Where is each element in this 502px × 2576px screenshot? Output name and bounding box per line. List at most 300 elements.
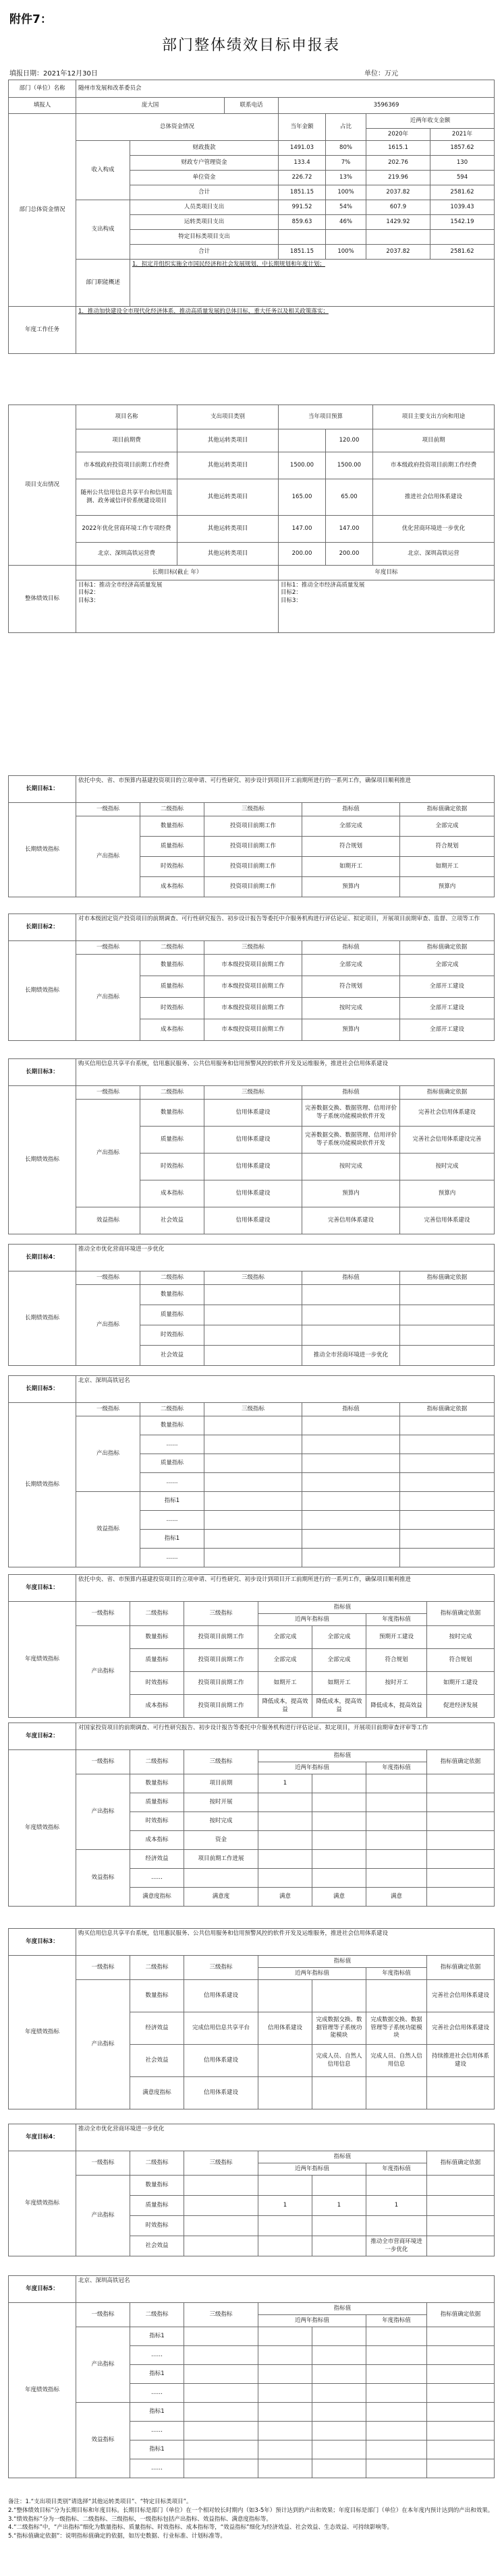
- h-value: 指标值: [302, 803, 400, 816]
- indicator-cell: 降低成本，提高效益: [366, 1695, 427, 1718]
- h-value: 指标值: [258, 1956, 427, 1968]
- indicator-cell: [427, 2365, 495, 2384]
- indicator-cell: [258, 2236, 312, 2256]
- long4-table: [8, 1244, 495, 1366]
- indicator-cell: ……: [130, 2346, 184, 2365]
- indicator-cell: 成本指标: [130, 1695, 184, 1718]
- indicator-cell: 投资项目前期工作: [184, 1672, 258, 1695]
- indicator-cell: 符合规划: [302, 976, 400, 998]
- phone-value: 3596369: [279, 98, 495, 114]
- indicator-cell: 信用体系建设: [184, 1980, 258, 2012]
- indicator-cell: [312, 2403, 366, 2422]
- indicator-cell: [302, 1492, 400, 1511]
- indicator-cell: [400, 1549, 495, 1567]
- indicator-cell: 推动全市营商环境进一步优化: [366, 2236, 427, 2256]
- year-2021-header: 2021年: [430, 129, 495, 141]
- perf-year-header: 年度目标: [279, 566, 495, 580]
- h-value: 指标值: [302, 1271, 400, 1285]
- h-basis: 指标值确定依据: [427, 2303, 495, 2327]
- indicator-label: 长期绩效指标: [9, 803, 76, 897]
- h-year: 年度指标值: [366, 1762, 427, 1774]
- indicator-cell: [204, 1492, 302, 1511]
- indicator-cell: 数量指标: [140, 1100, 204, 1127]
- indicator-cell: [400, 1473, 495, 1492]
- h-year: 年度指标值: [366, 1968, 427, 1980]
- level1-output: 产出指标: [76, 1980, 130, 2109]
- indicator-cell: 全部开工建设: [400, 1019, 495, 1041]
- target-label: 年度目标1：: [9, 1575, 76, 1602]
- indicator-cell: 成本指标: [130, 1831, 184, 1850]
- indicator-cell: [184, 2346, 258, 2365]
- target-label: 长期目标4：: [9, 1245, 76, 1271]
- indicator-cell: ……: [140, 1435, 204, 1454]
- h-recent: 近两年指标值: [258, 1614, 366, 1626]
- h-basis: 指标值确定依据: [400, 1271, 495, 1285]
- indicator-cell: [302, 1416, 400, 1435]
- h-level3: 三级指标: [184, 1602, 258, 1626]
- indicator-cell: [258, 2384, 312, 2403]
- indicator-cell: 数量指标: [130, 2176, 184, 2196]
- indicator-cell: [312, 1774, 366, 1793]
- fund-row-2020: 202.76: [366, 156, 430, 171]
- yr5-table: [8, 2275, 495, 2478]
- fund-row-2020: 1615.1: [366, 141, 430, 156]
- h-value: 指标值: [258, 1602, 427, 1614]
- indicator-cell: [366, 1831, 427, 1850]
- indicator-cell: 完善信用体系建设: [302, 1207, 400, 1234]
- indicator-cell: 全部完成: [258, 1626, 312, 1649]
- indicator-cell: [366, 2440, 427, 2459]
- fund-row-2021: 1542.19: [430, 215, 495, 230]
- indicator-cell: [184, 2459, 258, 2478]
- h-recent: 近两年指标值: [258, 1762, 366, 1774]
- fund-row-amount: 991.52: [279, 200, 326, 215]
- level1-benefit: 效益指标: [76, 1207, 140, 1234]
- h-basis: 指标值确定依据: [427, 1956, 495, 1980]
- indicator-cell: 时效指标: [140, 857, 204, 877]
- indicator-cell: 时效指标: [130, 1812, 184, 1831]
- indicator-cell: 1: [258, 1774, 312, 1793]
- proj-budget: 165.00: [279, 479, 326, 516]
- h-basis: 指标值确定依据: [427, 2151, 495, 2176]
- h-level1: 一级指标: [76, 1956, 130, 1980]
- indicator-cell: ……: [130, 2459, 184, 2478]
- fund-row-name: 特定目标类项目支出: [130, 230, 279, 245]
- indicator-cell: [427, 1793, 495, 1812]
- indicator-cell: [427, 2236, 495, 2256]
- indicator-cell: 资金: [184, 1831, 258, 1850]
- h-level2: 二级指标: [130, 2151, 184, 2176]
- indicator-cell: 指标1: [130, 2440, 184, 2459]
- indicator-cell: 完成数据交换、数据管理等子系统功能模块: [312, 2012, 366, 2045]
- h-level3: 三级指标: [204, 941, 302, 955]
- indicator-label: 长期绩效指标: [9, 1403, 76, 1567]
- level1-benefit: 效益指标: [76, 1492, 140, 1567]
- proj-header-name: 项目名称: [76, 405, 177, 429]
- indicator-cell: [366, 1812, 427, 1831]
- proj-prev: 65.00: [326, 479, 373, 516]
- indicator-cell: [258, 1812, 312, 1831]
- indicator-cell: [427, 1774, 495, 1793]
- fund-row-2021: [430, 230, 495, 245]
- indicator-cell: [366, 1793, 427, 1812]
- indicator-cell: [366, 2216, 427, 2236]
- indicator-cell: 投资项目前期工作: [184, 1649, 258, 1672]
- fund-row-2021: 2581.62: [430, 245, 495, 260]
- indicator-cell: 市本级投资项目前期工作: [204, 976, 302, 998]
- projects-label: 项目支出情况: [9, 405, 76, 566]
- level1-output: 产出指标: [76, 1416, 140, 1492]
- indicator-cell: [184, 2176, 258, 2196]
- note-line: 2.“整体绩效目标”分为长期目标和年度目标。长期目标是部门（单位）在一个相对较长时期内（如3-5年）预计达到的产出和效果；年度目标是部门（单位）在本年度内预计达到的产出和效果。: [8, 2507, 494, 2514]
- indicator-cell: ……: [140, 1549, 204, 1567]
- h-level1: 一级指标: [76, 1271, 140, 1285]
- funds-current-header: 当年金额: [279, 114, 326, 141]
- h-basis: 指标值确定依据: [427, 1750, 495, 1774]
- indicator-cell: [184, 2236, 258, 2256]
- duty-label: 部门职能概述: [76, 260, 130, 307]
- indicator-cell: [400, 1325, 495, 1346]
- fund-row-ratio: 80%: [326, 141, 366, 156]
- proj-budget: 1500.00: [279, 452, 326, 479]
- indicator-cell: 按时开工: [366, 1672, 427, 1695]
- indicator-cell: [258, 2327, 312, 2346]
- indicator-cell: [312, 2384, 366, 2403]
- indicator-cell: 预算内: [302, 1019, 400, 1041]
- indicator-cell: [427, 2403, 495, 2422]
- h-recent: 近两年指标值: [258, 2163, 366, 2176]
- indicator-cell: 按时完成: [302, 1154, 400, 1180]
- indicator-cell: 投资项目前期工作: [184, 1695, 258, 1718]
- proj-type: 其他运转类项目: [177, 452, 279, 479]
- indicator-cell: 成本指标: [140, 877, 204, 897]
- indicator-cell: [427, 1869, 495, 1888]
- indicator-cell: 如期开工: [312, 1672, 366, 1695]
- indicator-cell: [184, 2403, 258, 2422]
- indicator-cell: 时效指标: [130, 2216, 184, 2236]
- fund-row-ratio: 46%: [326, 215, 366, 230]
- fund-row-2021: 130: [430, 156, 495, 171]
- dept-table: [8, 80, 495, 354]
- h-level2: 二级指标: [140, 1403, 204, 1416]
- indicator-cell: 经济效益: [130, 1850, 184, 1869]
- unit-label: 单位：万元: [364, 70, 398, 78]
- fund-row-amount: 133.4: [279, 156, 326, 171]
- indicator-cell: [400, 1305, 495, 1325]
- target-label: 长期目标3：: [9, 1059, 76, 1086]
- proj-budget: 120.00: [326, 429, 373, 452]
- fund-row-2021: 1039.43: [430, 200, 495, 215]
- proj-type: 其他运转类项目: [177, 543, 279, 566]
- h-basis: 指标值确定依据: [400, 1086, 495, 1100]
- indicator-cell: 时效指标: [130, 1672, 184, 1695]
- funds-section-label: 部门总体资金情况: [9, 114, 76, 307]
- indicator-cell: 全部开工建设: [400, 998, 495, 1019]
- fund-row-ratio: 100%: [326, 245, 366, 260]
- indicator-cell: 社会效益: [130, 2236, 184, 2256]
- indicator-cell: 质量指标: [140, 976, 204, 998]
- indicator-cell: [258, 2216, 312, 2236]
- h-level1: 一级指标: [76, 803, 140, 816]
- indicator-cell: [400, 1511, 495, 1530]
- indicator-cell: 信用体系建设: [204, 1180, 302, 1207]
- indicator-cell: ……: [130, 1869, 184, 1888]
- indicator-cell: [312, 2346, 366, 2365]
- indicator-cell: [184, 2365, 258, 2384]
- indicator-cell: 全部完成: [312, 1626, 366, 1649]
- indicator-cell: [312, 2077, 366, 2109]
- indicator-cell: [366, 2327, 427, 2346]
- long3-table: [8, 1058, 495, 1234]
- indicator-cell: [427, 1888, 495, 1907]
- h-basis: 指标值确定依据: [400, 803, 495, 816]
- indicator-cell: 社会效益: [130, 2045, 184, 2077]
- indicator-cell: 如期开工: [302, 857, 400, 877]
- indicator-cell: 信用体系建设: [204, 1207, 302, 1234]
- indicator-cell: 预期开工建设: [366, 1626, 427, 1649]
- indicator-cell: [258, 1831, 312, 1850]
- indicator-cell: 降低成本，提高效益: [312, 1695, 366, 1718]
- fund-row-amount: 1851.15: [279, 245, 326, 260]
- h-level2: 二级指标: [130, 1750, 184, 1774]
- h-value: 指标值: [302, 1403, 400, 1416]
- contact-value: 庞大国: [76, 98, 225, 114]
- proj-name: 2022年优化营商环境工作专项经费: [76, 516, 177, 543]
- indicator-cell: 时效指标: [140, 998, 204, 1019]
- indicator-cell: [427, 2384, 495, 2403]
- indicator-cell: [427, 2422, 495, 2440]
- level1-output: 产出指标: [76, 2176, 130, 2256]
- level1-benefit: 效益指标: [76, 1850, 130, 1907]
- indicator-cell: [258, 2459, 312, 2478]
- indicator-label: 年度绩效指标: [9, 1956, 76, 2109]
- indicator-cell: 满意度: [184, 1888, 258, 1907]
- indicator-cell: 1: [366, 2196, 427, 2216]
- indicator-cell: 符合规划: [366, 1649, 427, 1672]
- indicator-cell: [366, 1980, 427, 2012]
- proj-type: 其他运转类项目: [177, 479, 279, 516]
- indicator-cell: 投资项目前期工作: [204, 877, 302, 897]
- indicator-cell: 指标1: [130, 2403, 184, 2422]
- indicator-cell: 成本指标: [140, 1019, 204, 1041]
- proj-name: 市本级政府投资项目前期工作经费: [76, 452, 177, 479]
- fund-row-name: 人员类项目支出: [130, 200, 279, 215]
- indicator-cell: ……: [130, 2384, 184, 2403]
- proj-header-type: 支出项目类别: [177, 405, 279, 429]
- indicator-cell: [258, 2365, 312, 2384]
- indicator-cell: [427, 2459, 495, 2478]
- indicator-cell: [302, 1511, 400, 1530]
- h-level2: 二级指标: [130, 1956, 184, 1980]
- h-value: 指标值: [302, 1086, 400, 1100]
- h-year: 年度指标值: [366, 2315, 427, 2327]
- indicator-cell: 促进经济发展: [427, 1695, 495, 1718]
- proj-use: 项目前期: [373, 429, 495, 452]
- h-value: 指标值: [258, 2303, 427, 2315]
- indicator-cell: 按时完成: [427, 1626, 495, 1649]
- indicator-cell: 完善数据交换、数据管理、信用评价等子系统功能模块软件开发: [302, 1100, 400, 1127]
- funds-ratio-header: 占比: [326, 114, 366, 141]
- indicator-cell: 完成人员、自然人信用信息: [366, 2045, 427, 2077]
- work-text: 1．推动加快建设全市现代化经济体系，推动高质量发展的总体目标，重大任务以及相关政策落实；: [76, 307, 495, 354]
- indicator-cell: [400, 1346, 495, 1366]
- h-level1: 一级指标: [76, 941, 140, 955]
- indicator-cell: [312, 2459, 366, 2478]
- indicator-cell: [258, 2077, 312, 2109]
- indicator-cell: 质量指标: [130, 2196, 184, 2216]
- proj-name: 项目前期费: [76, 429, 177, 452]
- indicator-cell: [400, 1435, 495, 1454]
- indicator-cell: [366, 1774, 427, 1793]
- fund-row-ratio: 100%: [326, 185, 366, 200]
- indicator-cell: 成本指标: [140, 1180, 204, 1207]
- indicator-cell: 市本级投资项目前期工作: [204, 955, 302, 976]
- page-title: 部门整体绩效目标申报表: [161, 37, 340, 54]
- indicator-cell: 满意度指标: [130, 2077, 184, 2109]
- fund-row-2021: 594: [430, 171, 495, 185]
- indicator-cell: 符合规划: [400, 837, 495, 857]
- proj-name: 随州公共信用信息共享平台和信用监测、政务诚信评价系统建设项目: [76, 479, 177, 516]
- target-label: 年度目标5：: [9, 2276, 76, 2303]
- fund-row-name: 财政拨款: [130, 141, 279, 156]
- h-basis: 指标值确定依据: [427, 1602, 495, 1626]
- indicator-cell: 市本级投资项目前期工作: [204, 998, 302, 1019]
- indicator-cell: [312, 2440, 366, 2459]
- indicator-cell: [312, 1793, 366, 1812]
- perf-long-text: 目标1：推动全市经济高质量发展 目标2： 目标3：: [76, 580, 279, 633]
- h-level2: 二级指标: [140, 803, 204, 816]
- indicator-cell: 符合规划: [302, 837, 400, 857]
- proj-type: 其他运转类项目: [177, 429, 279, 452]
- indicator-cell: [427, 1850, 495, 1869]
- indicator-cell: 满意: [258, 1888, 312, 1907]
- h-level2: 二级指标: [140, 1271, 204, 1285]
- indicator-cell: [258, 1850, 312, 1869]
- fund-row-name: 合计: [130, 245, 279, 260]
- proj-prev: 200.00: [326, 543, 373, 566]
- indicator-cell: [366, 2346, 427, 2365]
- indicator-cell: [302, 1305, 400, 1325]
- h-level1: 一级指标: [76, 2303, 130, 2327]
- indicator-cell: ……: [140, 1473, 204, 1492]
- h-recent: 近两年指标值: [258, 1968, 366, 1980]
- indicator-cell: 1: [258, 2196, 312, 2216]
- h-year: 年度指标值: [366, 1614, 427, 1626]
- indicator-cell: [312, 1831, 366, 1850]
- indicator-cell: [204, 1530, 302, 1549]
- indicator-cell: [184, 2196, 258, 2216]
- indicator-cell: 经济效益: [130, 2012, 184, 2045]
- level1-benefit: 效益指标: [76, 2403, 130, 2478]
- indicator-cell: [312, 1980, 366, 2012]
- indicator-cell: [366, 2384, 427, 2403]
- indicator-cell: 1: [312, 2196, 366, 2216]
- level1-output: 产出指标: [76, 955, 140, 1041]
- indicator-cell: [366, 1850, 427, 1869]
- target-text: 北京、深圳高铁冠名: [76, 2276, 495, 2303]
- indicator-cell: 全部完成: [400, 955, 495, 976]
- indicator-cell: [312, 2216, 366, 2236]
- indicator-cell: 降低成本，提高效益: [258, 1695, 312, 1718]
- indicator-cell: 社会效益: [140, 1207, 204, 1234]
- indicator-cell: [184, 2422, 258, 2440]
- indicator-cell: [312, 2422, 366, 2440]
- fund-row-amount: 1491.03: [279, 141, 326, 156]
- indicator-cell: [400, 1454, 495, 1473]
- indicator-cell: [400, 1492, 495, 1511]
- indicator-cell: 符合规划: [427, 1649, 495, 1672]
- indicator-cell: [366, 2459, 427, 2478]
- yr2-table: [8, 1723, 495, 1907]
- indicator-cell: 完善社会信用体系建设完善: [400, 1127, 495, 1154]
- indicator-cell: [312, 1850, 366, 1869]
- long1-table: [8, 775, 495, 897]
- long5-table: [8, 1375, 495, 1567]
- h-level3: 三级指标: [184, 1956, 258, 1980]
- indicator-cell: 质量指标: [140, 1454, 204, 1473]
- target-text: 依托中央、省、市预算内基建投资项目的立项申请、可行性研究、初步设计到项目开工前期所进行的一系列工作，确保项目顺利推进: [76, 776, 495, 803]
- fund-row-name: 单位资金: [130, 171, 279, 185]
- fund-row-ratio: 7%: [326, 156, 366, 171]
- indicator-cell: [258, 2422, 312, 2440]
- indicator-cell: 按时完成: [302, 998, 400, 1019]
- target-text: 购买信用信息共享平台系统，信用惠民服务、公共信用服务和信用预警风控的软件开发及运维服务，推进社会信用体系建设: [76, 1059, 495, 1086]
- indicator-cell: [427, 2327, 495, 2346]
- proj-use: 推进社会信用体系建设: [373, 479, 495, 516]
- indicator-cell: [258, 1980, 312, 2012]
- indicator-cell: 指标1: [140, 1492, 204, 1511]
- indicator-cell: [302, 1285, 400, 1305]
- indicator-cell: 按时完成: [400, 1154, 495, 1180]
- funds-recent-header: 近两年收支金额: [366, 114, 495, 129]
- fund-row-name: 财政专户管理资金: [130, 156, 279, 171]
- fund-row-2020: 2037.82: [366, 185, 430, 200]
- work-label: 年度工作任务: [9, 307, 76, 354]
- indicator-cell: [427, 2196, 495, 2216]
- indicator-cell: [302, 1435, 400, 1454]
- indicator-cell: [258, 2045, 312, 2077]
- dept-name-label: 部门（单位）名称: [9, 80, 76, 98]
- indicator-cell: [302, 1549, 400, 1567]
- indicator-cell: 完善信用体系建设: [400, 1207, 495, 1234]
- indicator-cell: [400, 1285, 495, 1305]
- indicator-cell: 数量指标: [130, 1626, 184, 1649]
- indicator-cell: [366, 2176, 427, 2196]
- indicator-cell: 投资项目前期工作: [204, 816, 302, 837]
- h-value: 指标值: [258, 1750, 427, 1762]
- indicator-label: 长期绩效指标: [9, 1271, 76, 1366]
- indicator-cell: [427, 2346, 495, 2365]
- indicator-cell: 完成数据交换、数据管理等子系统功能模块: [366, 2012, 427, 2045]
- indicator-cell: 按时完成: [184, 1812, 258, 1831]
- indicator-label: 长期绩效指标: [9, 941, 76, 1041]
- h-level2: 二级指标: [130, 2303, 184, 2327]
- indicator-cell: ……: [130, 2422, 184, 2440]
- indicator-cell: [204, 1473, 302, 1492]
- indicator-cell: 推动全市营商环境进一步优化: [302, 1346, 400, 1366]
- level1-output: 产出指标: [76, 1626, 130, 1718]
- indicator-cell: [302, 1325, 400, 1346]
- indicator-cell: [366, 2403, 427, 2422]
- proj-name: 北京、深圳高铁运营费: [76, 543, 177, 566]
- level1-output: 产出指标: [76, 1100, 140, 1207]
- proj-budget: 200.00: [279, 543, 326, 566]
- fill-date: 填报日期：2021年12月30日: [9, 70, 98, 78]
- indicator-cell: 如期开工建设: [427, 1672, 495, 1695]
- indicator-cell: [427, 2077, 495, 2109]
- indicator-cell: 时效指标: [140, 1154, 204, 1180]
- indicator-cell: [204, 1305, 302, 1325]
